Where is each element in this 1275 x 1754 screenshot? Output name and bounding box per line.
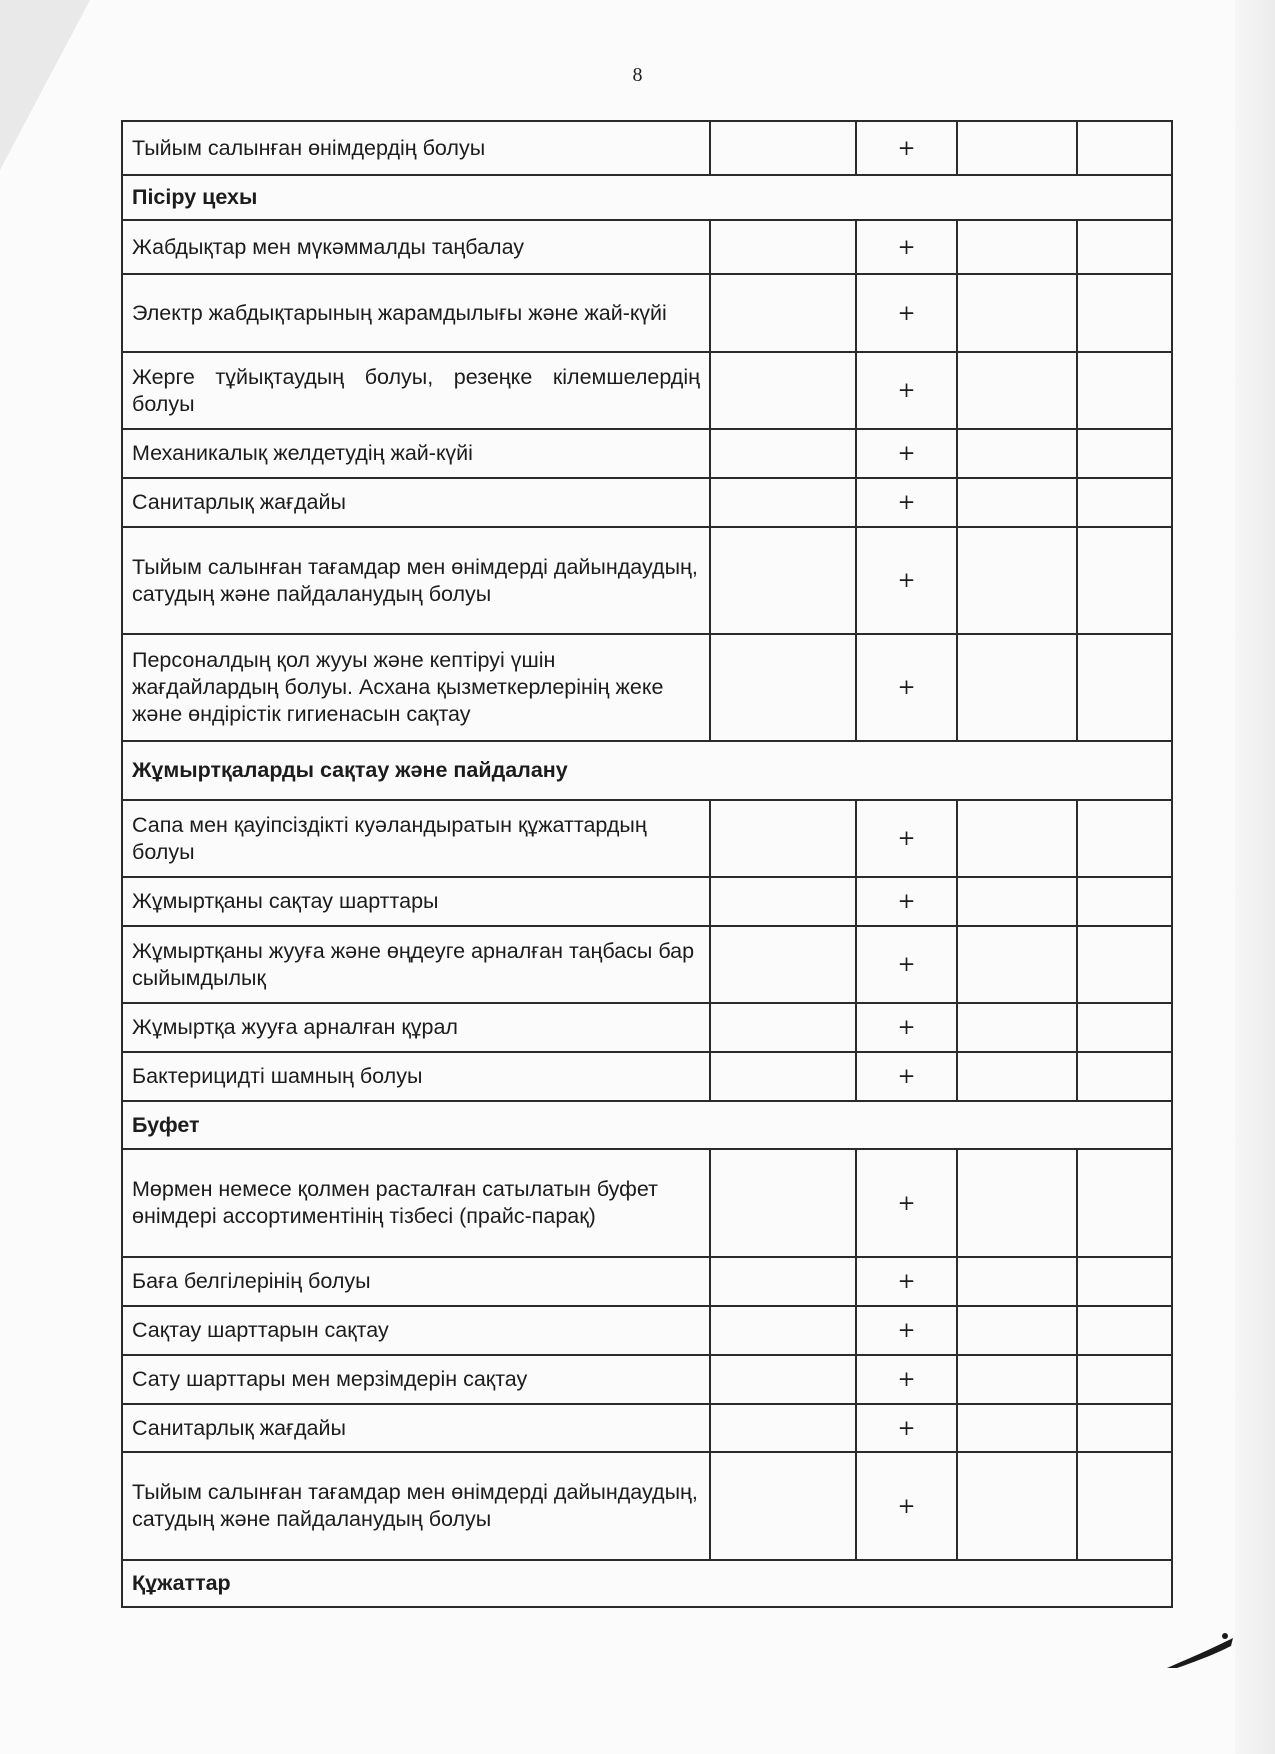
table-row <box>122 121 1172 175</box>
row-label: Санитарлық жағдайы <box>122 478 710 527</box>
page-edge-shadow <box>1235 0 1275 1754</box>
row-label: Персоналдың қол жууы және кептіруі үшін жағдайлардың болуы. Асхана қызметкерлерінің жеке және өндірістік гигиенасын сақтау <box>122 634 710 741</box>
row-label: Тыйым салынған тағамдар мен өнімдерді дайындаудың, сатудың және пайдаланудың болуы <box>122 1452 710 1560</box>
table-row <box>122 1306 1172 1355</box>
column-cell <box>1077 527 1172 634</box>
table-row <box>122 1052 1172 1101</box>
section-row <box>122 1101 1172 1149</box>
column-cell <box>710 1355 856 1404</box>
column-cell <box>957 1404 1077 1452</box>
column-cell <box>1077 800 1172 877</box>
check-mark: + <box>856 1149 957 1257</box>
section-row <box>122 1560 1172 1607</box>
check-mark: + <box>856 1306 957 1355</box>
column-cell <box>957 527 1077 634</box>
column-cell <box>957 429 1077 478</box>
column-cell <box>710 121 856 175</box>
row-label: Жерге тұйықтаудың болуы, резеңке кілемшелердің болуы <box>122 352 710 429</box>
column-cell <box>957 800 1077 877</box>
column-cell <box>1077 1306 1172 1355</box>
row-label: Жұмыртқа жууға арналған құрал <box>122 1003 710 1052</box>
column-cell <box>1077 1149 1172 1257</box>
check-mark: + <box>856 352 957 429</box>
column-cell <box>1077 1003 1172 1052</box>
column-cell <box>957 1452 1077 1560</box>
column-cell <box>710 352 856 429</box>
column-cell <box>1077 1052 1172 1101</box>
column-cell <box>957 1149 1077 1257</box>
column-cell <box>1077 121 1172 175</box>
check-mark: + <box>856 527 957 634</box>
table-row <box>122 220 1172 274</box>
column-cell <box>1077 220 1172 274</box>
column-cell <box>957 1355 1077 1404</box>
column-cell <box>957 478 1077 527</box>
table-row <box>122 274 1172 352</box>
column-cell <box>957 1052 1077 1101</box>
check-mark: + <box>856 1052 957 1101</box>
column-cell <box>710 800 856 877</box>
column-cell <box>1077 1404 1172 1452</box>
column-cell <box>957 1003 1077 1052</box>
column-cell <box>710 274 856 352</box>
column-cell <box>1077 478 1172 527</box>
check-mark: + <box>856 1257 957 1306</box>
column-cell <box>710 1452 856 1560</box>
column-cell <box>957 877 1077 926</box>
row-label: Баға белгілерінің болуы <box>122 1257 710 1306</box>
column-cell <box>710 429 856 478</box>
row-label: Сату шарттары мен мерзімдерін сақтау <box>122 1355 710 1404</box>
check-mark: + <box>856 1404 957 1452</box>
section-title: Жұмыртқаларды сақтау және пайдалану <box>122 741 1172 800</box>
check-mark: + <box>856 1355 957 1404</box>
column-cell <box>1077 1452 1172 1560</box>
ink-smudge <box>1165 1630 1235 1670</box>
section-title: Құжаттар <box>122 1560 1172 1607</box>
table-row <box>122 1149 1172 1257</box>
column-cell <box>710 1149 856 1257</box>
column-cell <box>957 121 1077 175</box>
row-label: Жабдықтар мен мүкәммалды таңбалау <box>122 220 710 274</box>
table-row <box>122 1404 1172 1452</box>
check-mark: + <box>856 478 957 527</box>
column-cell <box>957 1257 1077 1306</box>
column-cell <box>1077 352 1172 429</box>
column-cell <box>957 926 1077 1003</box>
row-label: Мөрмен немесе қолмен расталған сатылатын буфет өнімдері ассортиментінің тізбесі (прайс-парақ) <box>122 1149 710 1257</box>
check-mark: + <box>856 800 957 877</box>
column-cell <box>710 478 856 527</box>
column-cell <box>710 220 856 274</box>
column-cell <box>957 352 1077 429</box>
check-mark: + <box>856 1452 957 1560</box>
section-row <box>122 175 1172 220</box>
table-row <box>122 429 1172 478</box>
check-mark: + <box>856 121 957 175</box>
column-cell <box>1077 429 1172 478</box>
table-row <box>122 634 1172 741</box>
section-title: Буфет <box>122 1101 1172 1149</box>
column-cell <box>957 274 1077 352</box>
column-cell <box>957 634 1077 741</box>
check-mark: + <box>856 1003 957 1052</box>
row-label: Бактерицидті шамның болуы <box>122 1052 710 1101</box>
row-label: Механикалық желдетудің жай-күйі <box>122 429 710 478</box>
table-row <box>122 1003 1172 1052</box>
table-row <box>122 1452 1172 1560</box>
column-cell <box>957 220 1077 274</box>
check-mark: + <box>856 429 957 478</box>
table-row <box>122 1355 1172 1404</box>
column-cell <box>710 634 856 741</box>
column-cell <box>710 926 856 1003</box>
row-label: Жұмыртқаны жууға және өңдеуге арналған таңбасы бар сыйымдылық <box>122 926 710 1003</box>
check-mark: + <box>856 634 957 741</box>
check-mark: + <box>856 926 957 1003</box>
row-label: Жұмыртқаны сақтау шарттары <box>122 877 710 926</box>
column-cell <box>710 1052 856 1101</box>
row-label: Санитарлық жағдайы <box>122 1404 710 1452</box>
check-mark: + <box>856 220 957 274</box>
section-title: Пісіру цехы <box>122 175 1172 220</box>
column-cell <box>1077 274 1172 352</box>
table-row <box>122 352 1172 429</box>
table-row <box>122 800 1172 877</box>
column-cell <box>957 1306 1077 1355</box>
row-label: Тыйым салынған өнімдердің болуы <box>122 121 710 175</box>
column-cell <box>1077 877 1172 926</box>
row-label: Электр жабдықтарының жарамдылығы және жай-күйі <box>122 274 710 352</box>
column-cell <box>1077 926 1172 1003</box>
column-cell <box>1077 634 1172 741</box>
column-cell <box>1077 1355 1172 1404</box>
check-mark: + <box>856 274 957 352</box>
column-cell <box>1077 1257 1172 1306</box>
table-row <box>122 1257 1172 1306</box>
row-label: Сақтау шарттарын сақтау <box>122 1306 710 1355</box>
column-cell <box>710 1306 856 1355</box>
column-cell <box>710 1404 856 1452</box>
column-cell <box>710 877 856 926</box>
table-row <box>122 926 1172 1003</box>
column-cell <box>710 1003 856 1052</box>
table-row <box>122 527 1172 634</box>
table-row <box>122 877 1172 926</box>
row-label: Сапа мен қауіпсіздікті куәландыратын құжаттардың болуы <box>122 800 710 877</box>
page-number: 8 <box>632 64 643 86</box>
row-label: Тыйым салынған тағамдар мен өнімдерді дайындаудың, сатудың және пайдаланудың болуы <box>122 527 710 634</box>
column-cell <box>710 527 856 634</box>
table-row <box>122 478 1172 527</box>
section-row <box>122 741 1172 800</box>
column-cell <box>710 1257 856 1306</box>
inspection-checklist-table <box>121 120 1173 1608</box>
check-mark: + <box>856 877 957 926</box>
